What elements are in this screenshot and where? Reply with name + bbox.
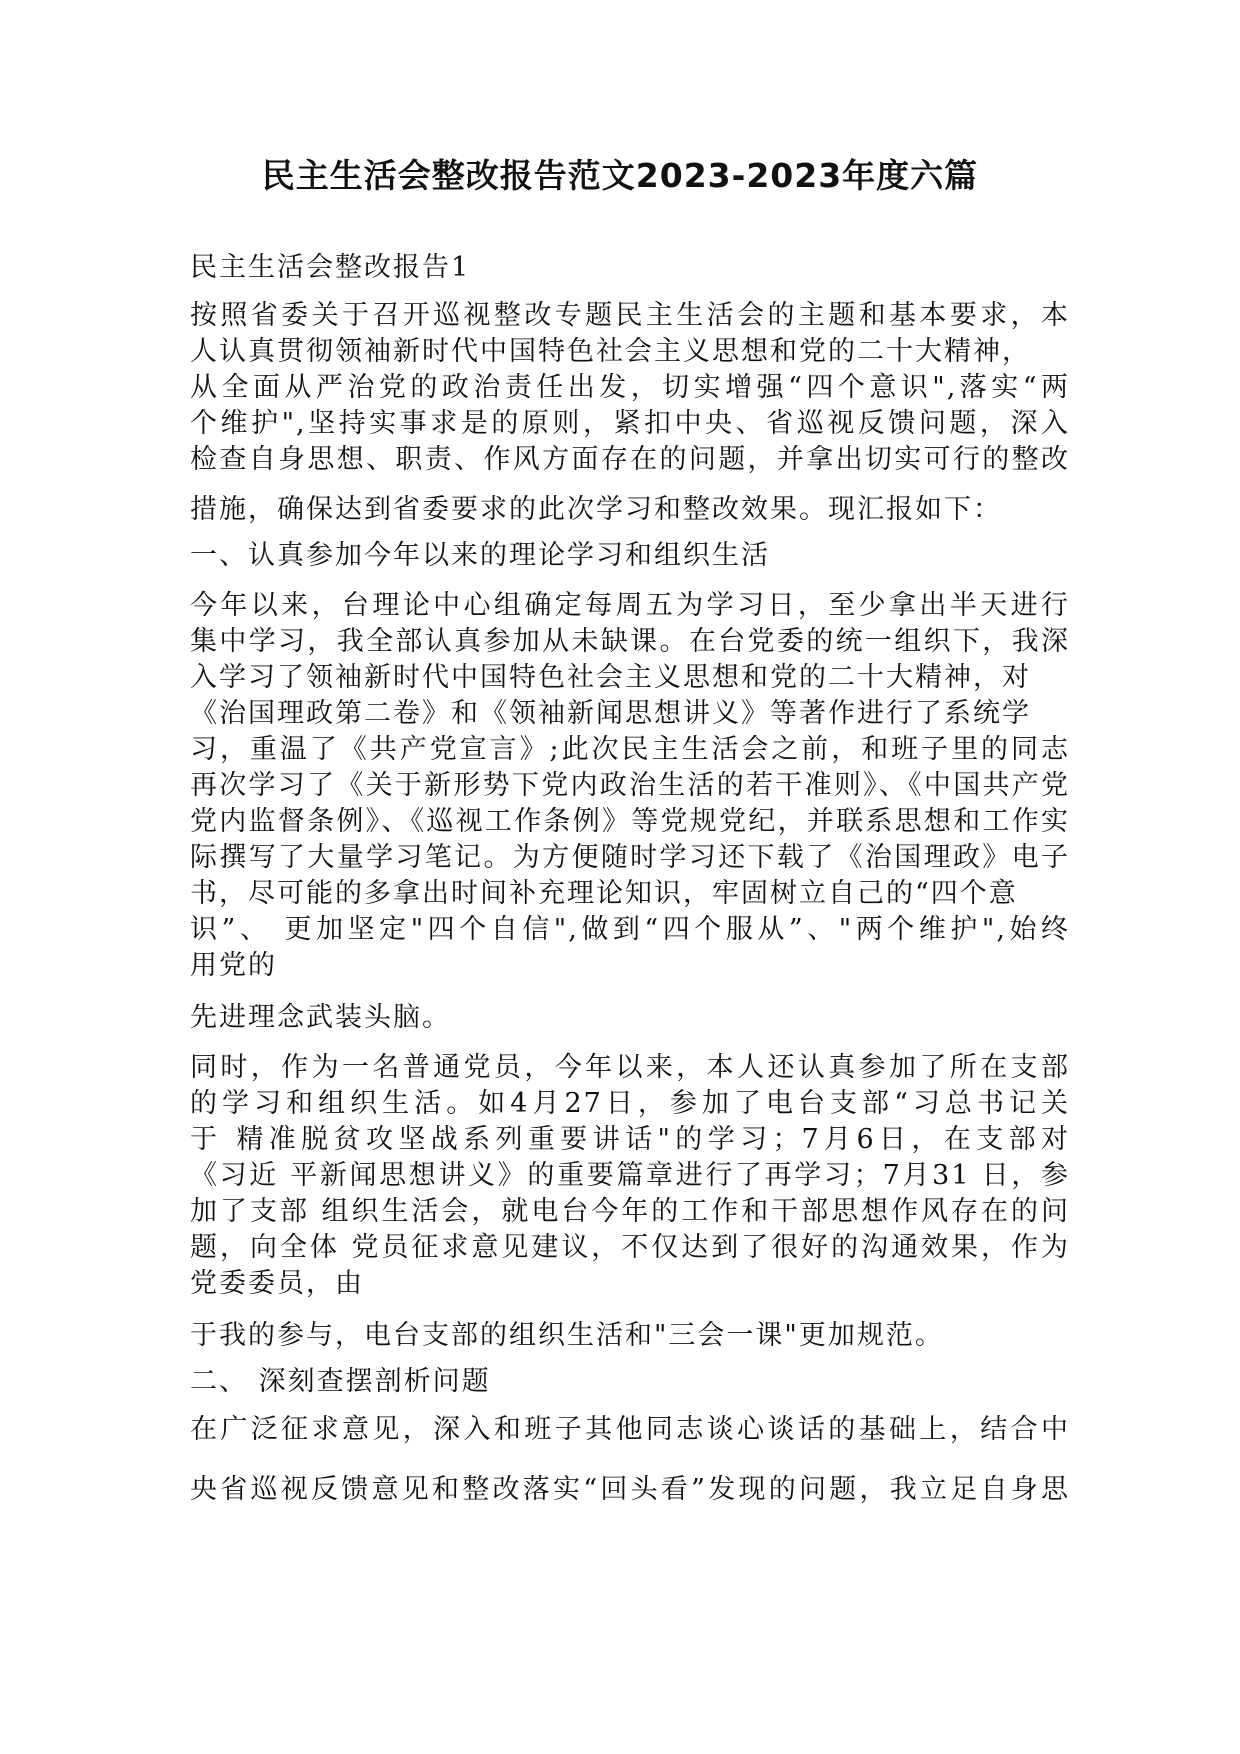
paragraph-line: 书，尽可能的多拿出时间补充理论知识，牢固树立自己的“四个意	[190, 878, 1018, 909]
paragraph-line: 央省巡视反馈意见和整改落实“回头看”发现的问题，我立足自身思	[190, 1474, 1070, 1505]
paragraph-line: 从全面从严治党的政治责任出发，切实增强“四个意识",落实“两	[190, 372, 1070, 403]
paragraph-line: 党内监督条例》、《巡视工作条例》等党规党纪，并联系思想和工作实	[190, 806, 1070, 837]
paragraph-line: 用党的	[190, 950, 277, 981]
paragraph-line: 际撰写了大量学习笔记。为方便随时学习还下载了《治国理政》电子	[190, 842, 1070, 873]
section-heading: 民主生活会整改报告1	[190, 252, 471, 283]
paragraph-line: 于 精准脱贫攻坚战系列重要讲话"的学习；7月6日，在支部对	[190, 1124, 1070, 1155]
paragraph-line: 今年以来，台理论中心组确定每周五为学习日，至少拿出半天进行	[190, 590, 1070, 621]
paragraph-line: 按照省委关于召开巡视整改专题民主生活会的主题和基本要求，本	[190, 300, 1070, 331]
paragraph-line: 加了支部 组织生活会，就电台今年的工作和干部思想作风存在的问	[190, 1196, 1070, 1227]
paragraph-line: 检查自身思想、职责、作风方面存在的问题，并拿出切实可行的整改	[190, 444, 1070, 475]
paragraph-line: 入学习了领袖新时代中国特色社会主义思想和党的二十大精神，对	[190, 662, 1031, 693]
paragraph-line: 的学习和组织生活。如4月27日，参加了电台支部“习总书记关	[190, 1088, 1070, 1119]
paragraph-line: 集中学习，我全部认真参加从未缺课。在台党委的统一组织下，我深	[190, 626, 1070, 657]
paragraph-line: 个维护",坚持实事求是的原则，紧扣中央、省巡视反馈问题，深入	[190, 408, 1070, 439]
paragraph-line: 再次学习了《关于新形势下党内政治生活的若干准则》、《中国共产党	[190, 770, 1070, 801]
paragraph-line: 先进理念武装头脑。	[190, 1002, 451, 1033]
paragraph-line: 党委委员，由	[190, 1268, 364, 1299]
paragraph-line: 《习近 平新闻思想讲义》的重要篇章进行了再学习；7月31 日，参	[190, 1160, 1070, 1191]
paragraph-line: 于我的参与，电台支部的组织生活和"三会一课"更加规范。	[190, 1320, 944, 1351]
paragraph-line: 识”、 更加坚定"四个自信",做到“四个服从”、"两个维护",始终	[190, 914, 1070, 945]
paragraph-line: 习，重温了《共产党宣言》;此次民主生活会之前，和班子里的同志	[190, 734, 1070, 765]
paragraph-line: 人认真贯彻领袖新时代中国特色社会主义思想和党的二十大精神，	[190, 336, 1031, 367]
document-title: 民主生活会整改报告范文2023-2023年度六篇	[261, 156, 979, 195]
section-heading: 二、 深刻查摆剖析问题	[190, 1366, 491, 1397]
section-heading: 一、认真参加今年以来的理论学习和组织生活	[190, 540, 770, 571]
paragraph-line: 在广泛征求意见，深入和班子其他同志谈心谈话的基础上，结合中	[190, 1414, 1070, 1445]
paragraph-line: 题，向全体 党员征求意见建议，不仅达到了很好的沟通效果，作为	[190, 1232, 1070, 1263]
paragraph-line: 《治国理政第二卷》和《领袖新闻思想讲义》等著作进行了系统学	[190, 698, 1031, 729]
paragraph-line: 措施，确保达到省委要求的此次学习和整改效果。现汇报如下：	[190, 494, 1002, 525]
paragraph-line: 同时，作为一名普通党员，今年以来，本人还认真参加了所在支部	[190, 1052, 1070, 1083]
